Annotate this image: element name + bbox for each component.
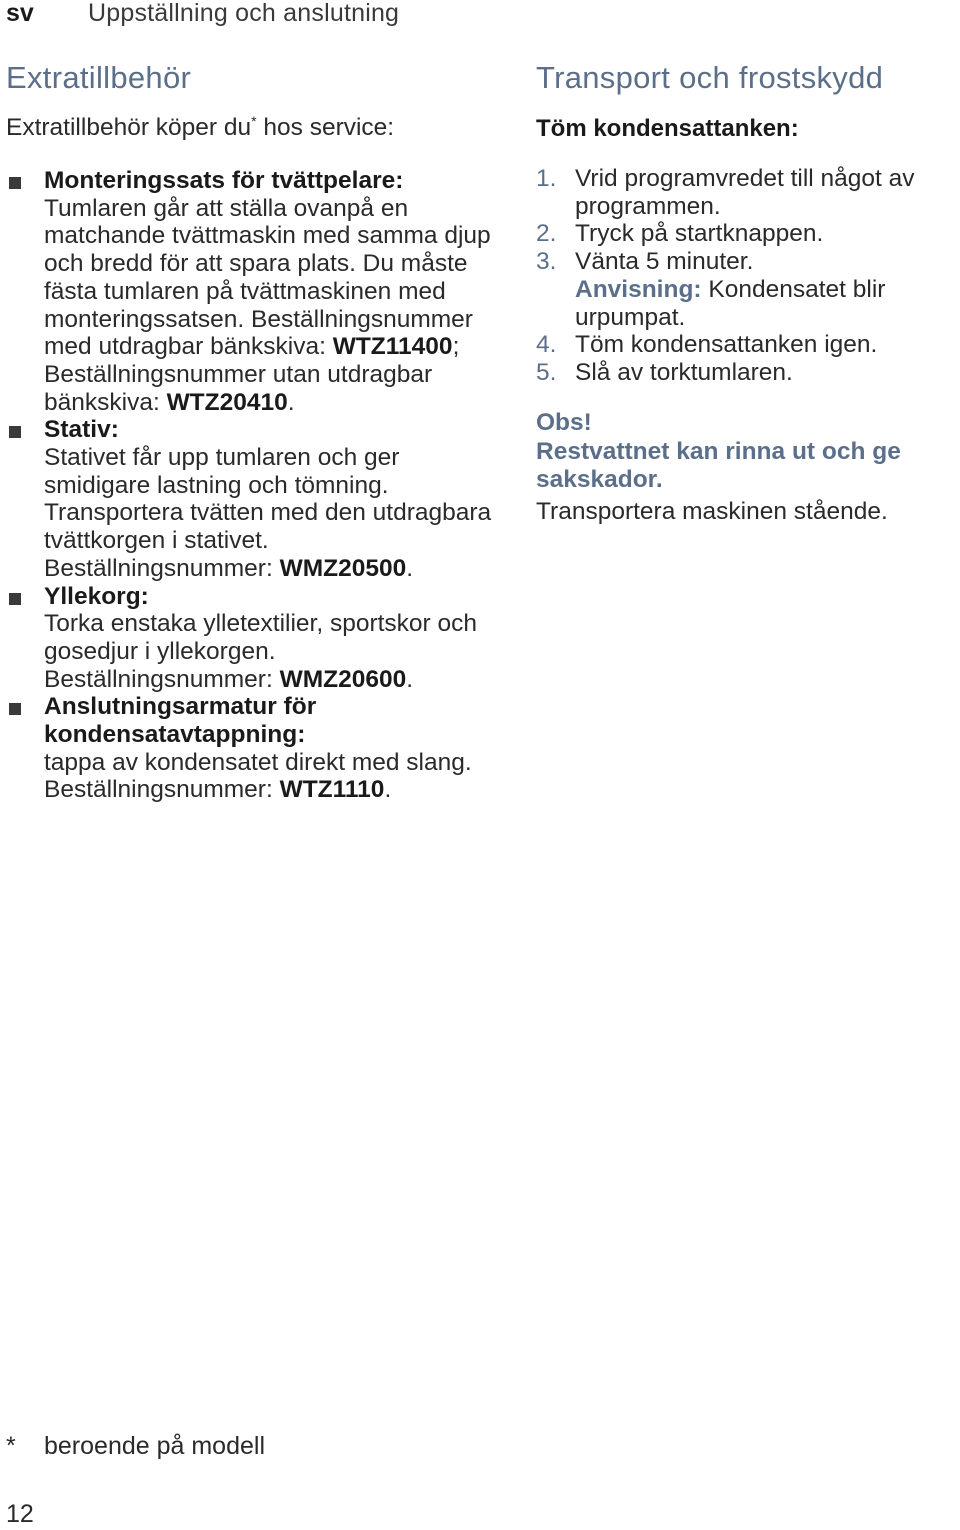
warning-instruction: Transportera maskinen stående. [536,497,888,525]
order-number: WTZ20410 [166,388,288,416]
footnote [6,1432,265,1461]
intro-tail: hos service: [256,114,395,141]
item-text: tappa av kondensatet direkt med slang. Beställningsnummer: [44,748,472,804]
step-text: Vrid programvredet till något av programmen. [575,165,915,220]
transport-subtitle: Töm kondensattanken: [536,115,799,142]
list-item [6,167,496,416]
step-text: Töm kondensattanken igen. [575,331,878,359]
warning-body: Restvattnet kan rinna ut och ge sakskador. [536,437,901,493]
accessories-intro [6,113,496,143]
item-title: Yllekorg: [44,582,149,610]
step-number: 3. [536,248,557,276]
list-item [6,583,496,694]
accessories-column [6,58,496,804]
order-number: WMZ20500 [279,554,407,582]
square-bullet-icon [9,177,21,189]
square-bullet-icon [9,593,21,605]
steps-list [536,165,956,387]
step-item [536,248,956,331]
step-item [536,331,956,359]
item-text: Stativet får upp tumlaren och ger smidigare lastning och tömning. Transportera tvätten med den utdragbara tvättkorgen i stativet. Beställningsnummer: [44,444,492,582]
warning-heading: Obs! [536,408,592,436]
step-number: 4. [536,331,557,359]
item-title: Anslutningsarmatur för kondensatavtappning: [44,693,317,749]
item-end: . [406,554,414,582]
step-item [536,165,956,220]
item-end: . [406,665,414,693]
item-title: Monteringssats för tvättpelare: [44,167,404,194]
order-number: WTZ11400 [332,333,453,361]
note-label: Anvisning: [575,275,702,303]
list-item [6,693,496,804]
item-text: Tumlaren går att ställa ovanpå en matchande tvättmaskin med samma djup och bredd för att spara plats. Du måste fästa tumlaren på tvättmaskinen med monteringssatsen. Beställningsnummer med utdragbar bänkskiva: [44,194,491,361]
step-number: 5. [536,358,557,386]
transport-column [536,58,956,527]
section-header: Uppställning och anslutning [88,0,400,27]
item-end: . [287,388,295,416]
square-bullet-icon [9,703,21,715]
footnote-text: beroende på modell [44,1432,265,1460]
step-number: 1. [536,165,557,192]
transport-heading: Transport och frostskydd [536,60,884,95]
note-text: Kondensatet blir urpumpat. [575,275,886,331]
list-item [6,416,496,582]
accessories-heading: Extratillbehör [6,60,192,95]
step-number: 2. [536,220,557,248]
footnote-star: * [6,1432,16,1460]
page-number: 12 [6,1500,34,1528]
step-text: Tryck på startknappen. [575,220,824,248]
step-item [536,220,956,248]
step-text: Vänta 5 minuter. [575,248,754,276]
item-text: ; Beställningsnummer utan utdragbar bänkskiva: [44,333,460,416]
item-text: Torka enstaka ylletextilier, sportskor och gosedjur i yllekorgen. Beställningsnummer: [44,610,478,693]
accessories-list [6,167,496,804]
step-item [536,359,956,387]
square-bullet-icon [9,426,21,438]
language-code: sv [6,0,34,27]
order-number: WTZ1110 [279,776,385,804]
footnote-marker: * [251,112,257,129]
order-number: WMZ20600 [279,665,407,693]
item-end: . [384,776,392,804]
item-title: Stativ: [44,416,119,444]
step-text: Slå av torktumlaren. [575,358,793,386]
intro-text: Extratillbehör köper du [6,114,252,141]
